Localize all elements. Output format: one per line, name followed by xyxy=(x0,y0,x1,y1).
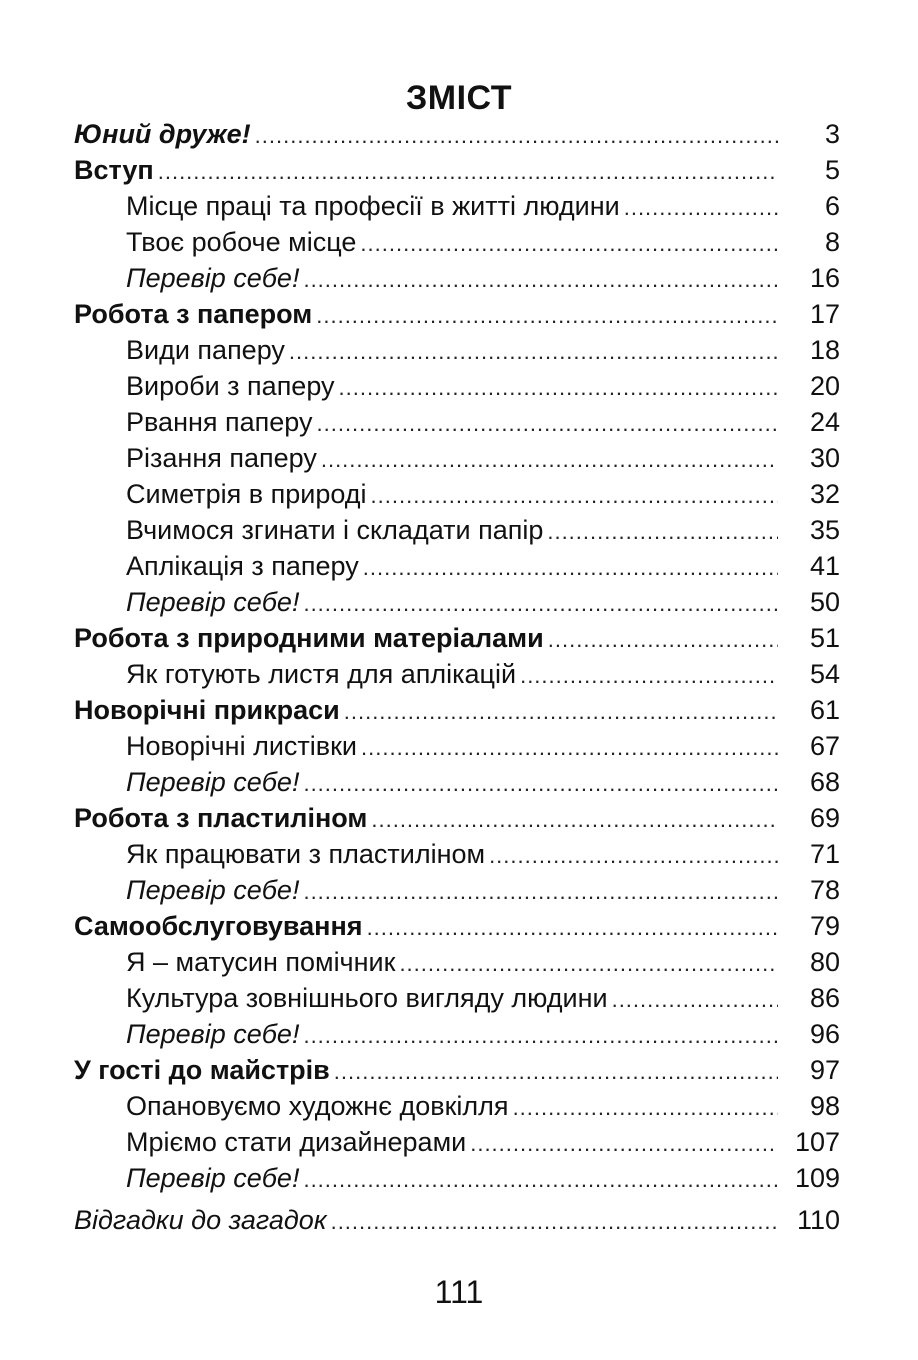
toc-subsection-entry[interactable] xyxy=(74,332,840,368)
toc-subsection-entry[interactable] xyxy=(74,656,840,692)
toc-section-entry[interactable] xyxy=(74,1052,840,1088)
dot-leader xyxy=(363,550,778,586)
toc-section-entry[interactable] xyxy=(74,620,840,656)
toc-subsection-entry[interactable] xyxy=(74,1124,840,1160)
toc-entry-page: 68 xyxy=(809,767,840,797)
toc-entry-page: 98 xyxy=(809,1091,840,1121)
toc-entry-page: 35 xyxy=(809,515,840,545)
toc-section-entry[interactable] xyxy=(74,116,840,152)
toc-entry-title: Аплікація з паперу xyxy=(126,551,359,581)
toc-entry-title: Опановуємо художнє довкілля xyxy=(126,1091,509,1121)
dot-leader xyxy=(520,658,778,694)
toc-entry-title: Рвання паперу xyxy=(126,407,313,437)
toc-subsection-entry[interactable] xyxy=(74,404,840,440)
toc-subsection-entry[interactable] xyxy=(74,836,840,872)
dot-leader xyxy=(399,946,778,982)
page-number: 111 xyxy=(434,1274,484,1310)
toc-entry-page: 41 xyxy=(809,551,840,581)
toc-entry-page: 97 xyxy=(809,1055,840,1085)
toc-section-entry[interactable] xyxy=(74,152,840,188)
dot-leader xyxy=(547,514,778,550)
toc-section-entry[interactable] xyxy=(74,1202,840,1238)
toc-subsection-entry[interactable] xyxy=(74,368,840,404)
toc-entry-page: 61 xyxy=(809,695,840,725)
toc-entry-page: 69 xyxy=(809,803,840,833)
dot-leader xyxy=(303,586,778,622)
toc-subsection-entry[interactable] xyxy=(74,1160,840,1196)
dot-leader xyxy=(360,226,778,262)
toc-entry-title: Перевір себе! xyxy=(126,1163,300,1193)
dot-leader xyxy=(624,190,778,226)
toc-subsection-entry[interactable] xyxy=(74,728,840,764)
dot-leader xyxy=(612,982,778,1018)
dot-leader xyxy=(371,478,778,514)
toc-subsection-entry[interactable] xyxy=(74,512,840,548)
toc-subsection-entry[interactable] xyxy=(74,980,840,1016)
toc-entry-page: 109 xyxy=(794,1163,840,1193)
toc-entry-title: Відгадки до загадок xyxy=(74,1205,327,1235)
dot-leader xyxy=(321,442,778,478)
toc-subsection-entry[interactable] xyxy=(74,224,840,260)
dot-leader xyxy=(303,1018,778,1054)
dot-leader xyxy=(303,262,778,298)
toc-subsection-entry[interactable] xyxy=(74,1016,840,1052)
toc-subsection-entry[interactable] xyxy=(74,260,840,296)
toc-entry-page: 30 xyxy=(809,443,840,473)
toc-subsection-entry[interactable] xyxy=(74,548,840,584)
toc-entry-title: Новорічні листівки xyxy=(126,731,358,761)
dot-leader xyxy=(371,802,778,838)
toc-entry-page: 67 xyxy=(809,731,840,761)
toc-entry-title: Робота з папером xyxy=(74,299,313,329)
toc-entry-title: Робота з природними матеріалами xyxy=(74,623,544,653)
toc-entry-title: Місце праці та професії в житті людини xyxy=(126,191,620,221)
toc-subsection-entry[interactable] xyxy=(74,188,840,224)
toc-entry-title: Різання паперу xyxy=(126,443,317,473)
toc-entry-title: Перевір себе! xyxy=(126,875,300,905)
dot-leader xyxy=(367,910,778,946)
dot-leader xyxy=(317,406,779,442)
toc-entry-page: 78 xyxy=(809,875,840,905)
toc-entry-title: Вироби з паперу xyxy=(126,371,335,401)
toc-entry-page: 50 xyxy=(809,587,840,617)
toc-subsection-entry[interactable] xyxy=(74,764,840,800)
toc-entry-title: Вступ xyxy=(74,155,154,185)
toc-entry-title: У гості до майстрів xyxy=(74,1055,330,1085)
dot-leader xyxy=(513,1090,778,1126)
toc-entry-title: Я – матусин помічник xyxy=(126,947,396,977)
toc-entry-title: Мріємо стати дизайнерами xyxy=(126,1127,467,1157)
dot-leader xyxy=(303,1162,778,1198)
toc-subsection-entry[interactable] xyxy=(74,1088,840,1124)
toc-entry-title: Новорічні прикраси xyxy=(74,695,340,725)
toc-entry-title: Перевір себе! xyxy=(126,767,300,797)
toc-entry-page: 71 xyxy=(809,839,840,869)
toc-entry-page: 6 xyxy=(824,191,840,221)
toc-entry-title: Як працювати з пластиліном xyxy=(126,839,486,869)
toc-entry-page: 16 xyxy=(809,263,840,293)
toc-entry-page: 110 xyxy=(796,1205,840,1235)
toc-entry-page: 107 xyxy=(794,1127,840,1157)
toc-entry-page: 54 xyxy=(809,659,840,689)
toc-entry-title: Юний друже! xyxy=(74,119,251,149)
toc-entry-title: Твоє робоче місце xyxy=(126,227,357,257)
dot-leader xyxy=(316,298,778,334)
toc-subsection-entry[interactable] xyxy=(74,872,840,908)
toc-subsection-entry[interactable] xyxy=(74,440,840,476)
toc-section-entry[interactable] xyxy=(74,692,840,728)
toc-entry-page: 51 xyxy=(809,623,840,653)
table-of-contents xyxy=(74,116,840,1238)
dot-leader xyxy=(470,1126,778,1162)
dot-leader xyxy=(334,1054,778,1090)
toc-entry-page: 18 xyxy=(809,335,840,365)
dot-leader xyxy=(303,766,778,802)
toc-subsection-entry[interactable] xyxy=(74,944,840,980)
toc-section-entry[interactable] xyxy=(74,800,840,836)
toc-entry-page: 79 xyxy=(809,911,840,941)
toc-entry-title: Види паперу xyxy=(126,335,285,365)
dot-leader xyxy=(331,1204,778,1240)
dot-leader xyxy=(548,622,778,658)
toc-entry-title: Самообслуговування xyxy=(74,911,363,941)
dot-leader xyxy=(289,334,778,370)
toc-entry-page: 24 xyxy=(809,407,840,437)
toc-entry-page: 3 xyxy=(824,119,840,149)
toc-entry-title: Перевір себе! xyxy=(126,587,300,617)
dot-leader xyxy=(303,874,778,910)
toc-entry-page: 96 xyxy=(809,1019,840,1049)
toc-section-entry[interactable] xyxy=(74,296,840,332)
toc-entry-page: 8 xyxy=(824,227,840,257)
toc-entry-title: Вчимося згинати і складати папір xyxy=(126,515,544,545)
toc-entry-title: Перевір себе! xyxy=(126,1019,300,1049)
toc-entry-title: Робота з пластиліном xyxy=(74,803,368,833)
toc-entry-page: 5 xyxy=(824,155,840,185)
toc-entry-title: Перевір себе! xyxy=(126,263,300,293)
toc-subsection-entry[interactable] xyxy=(74,476,840,512)
toc-entry-page: 20 xyxy=(809,371,840,401)
dot-leader xyxy=(489,838,778,874)
toc-entry-page: 17 xyxy=(809,299,840,329)
dot-leader xyxy=(361,730,778,766)
toc-subsection-entry[interactable] xyxy=(74,584,840,620)
dot-leader xyxy=(339,370,778,406)
toc-entry-title: Як готують листя для аплікацій xyxy=(126,659,517,689)
toc-entry-page: 32 xyxy=(809,479,840,509)
toc-entry-page: 80 xyxy=(809,947,840,977)
toc-entry-page: 86 xyxy=(809,983,840,1013)
dot-leader xyxy=(344,694,778,730)
dot-leader xyxy=(255,118,778,154)
dot-leader xyxy=(158,154,778,190)
toc-entry-title: Культура зовнішнього вигляду людини xyxy=(126,983,608,1013)
toc-entry-title: Симетрія в природі xyxy=(126,479,367,509)
page-title: ЗМІСТ xyxy=(405,79,513,117)
toc-section-entry[interactable] xyxy=(74,908,840,944)
